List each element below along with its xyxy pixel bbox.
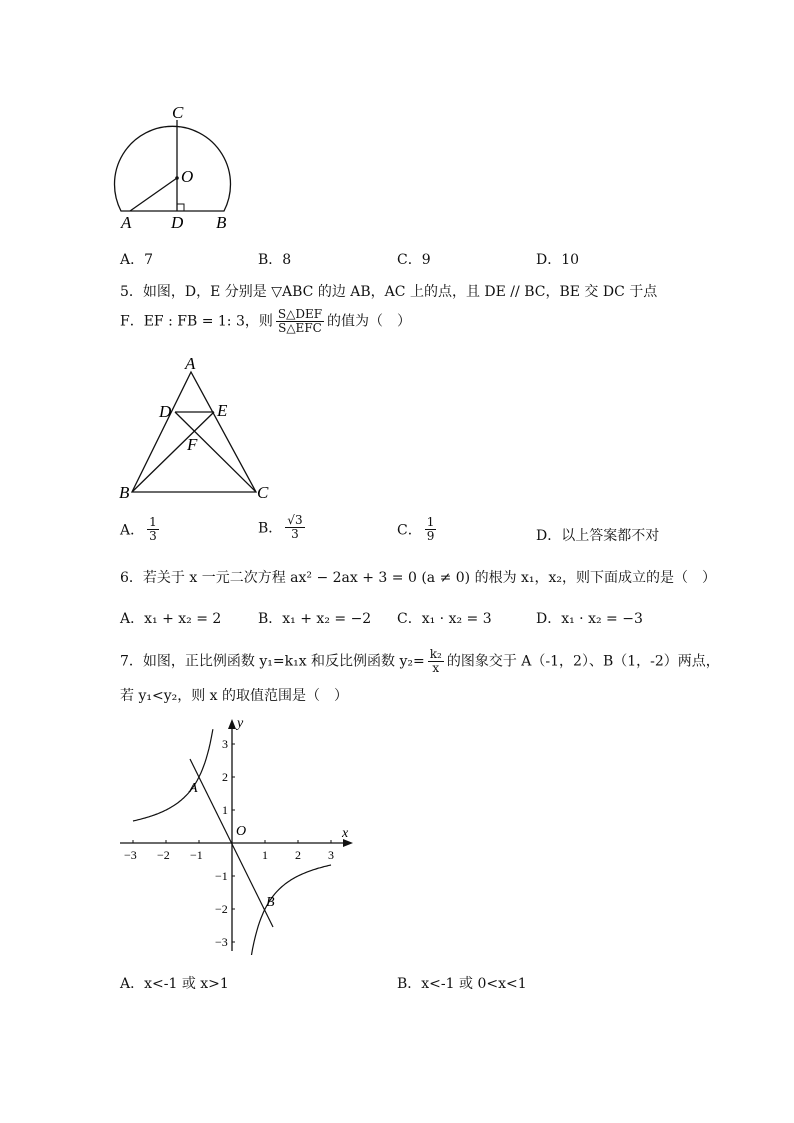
q5-option-d: D．以上答案都不对 <box>536 528 660 544</box>
q5-frac-num: S△DEF <box>277 307 323 321</box>
x-tick-label: 3 <box>328 848 334 862</box>
hyperbola-right-branch <box>249 865 332 955</box>
q5-label-f: F <box>187 435 198 454</box>
y-tick-label: −2 <box>215 902 228 916</box>
q5-option-b-num: √3 <box>287 513 303 527</box>
q6-option-a: A．x₁ + x₂ = 2 <box>120 611 222 627</box>
x-tick-label: 2 <box>295 848 301 862</box>
q4-label-b: B <box>216 213 227 232</box>
q5-stem-line2 <box>120 308 411 335</box>
y-tick-label: −3 <box>215 935 228 949</box>
q7-option-a: A．x<-1 或 x>1 <box>120 976 229 992</box>
q5-label-e: E <box>217 401 228 420</box>
q5-option-c-label: C． <box>397 522 422 539</box>
q4-figure <box>110 100 250 235</box>
q6-option-b: B．x₁ + x₂ = −2 <box>258 611 372 627</box>
x-tick-label: −2 <box>157 848 170 862</box>
x-tick-label: 1 <box>262 848 268 862</box>
y-axis-arrow <box>228 719 236 729</box>
q4-label-d: D <box>171 213 184 232</box>
q4-label-o: O <box>181 167 194 186</box>
q4-label-a: A <box>121 213 132 232</box>
q6-option-c: C．x₁ · x₂ = 3 <box>397 611 492 627</box>
q7-graph <box>115 715 365 955</box>
q5-label-a: A <box>185 354 196 373</box>
q4-option-c: C．9 <box>397 252 431 268</box>
q4-label-c: C <box>172 103 184 122</box>
q5-option-b <box>258 514 308 541</box>
q5-label-b: B <box>119 483 130 502</box>
point-a-label: A <box>189 781 198 796</box>
q5-option-a-label: A． <box>120 522 145 539</box>
q5-label-d: D <box>159 402 172 421</box>
q5-option-b-label: B． <box>258 520 283 537</box>
q4-option-a: A．7 <box>120 252 154 268</box>
hyperbola-left-branch <box>133 729 213 821</box>
q4-option-b: B．8 <box>258 252 292 268</box>
q7-stem-line2: 若 y₁<y₂，则 x 的取值范围是（ ） <box>120 688 349 704</box>
q6-option-d: D．x₁ · x₂ = −3 <box>536 611 643 627</box>
q4-option-d: D．10 <box>536 252 580 268</box>
q5-stem-text-b: 的值为（ ） <box>327 313 412 330</box>
q5-option-c <box>397 516 439 543</box>
q5-option-c-num: 1 <box>426 515 435 529</box>
origin-label: O <box>236 824 247 839</box>
q5-stem-line1: 5．如图，D，E 分别是 ▽ABC 的边 AB，AC 上的点，且 DE // BC，BE 交 DC 于点 <box>120 284 658 300</box>
q7-stem-text-a: 7．如图，正比例函数 y₁=k₁x 和反比例函数 y₂= <box>120 653 425 670</box>
q7-stem-line1 <box>120 648 720 675</box>
q7-k2-over-x <box>428 648 444 675</box>
q7-frac-den: x <box>432 661 440 675</box>
q7-stem-text-b: 的图象交于 A（-1，2）、B（1，-2）两点， <box>446 653 720 670</box>
q5-option-a-den: 3 <box>149 529 157 543</box>
y-axis-label: y <box>237 716 244 731</box>
q5-option-a-num: 1 <box>149 515 157 529</box>
x-axis-label: x <box>342 826 349 841</box>
q7-frac-num: k₂ <box>429 647 442 661</box>
y-tick-label: 3 <box>222 737 228 751</box>
y-tick-label: 2 <box>222 770 228 784</box>
y-tick-label: 1 <box>222 803 228 817</box>
q5-option-c-den: 9 <box>426 529 435 543</box>
q5-label-c: C <box>257 483 269 502</box>
q5-option-a <box>120 516 162 543</box>
q5-area-ratio <box>276 308 324 335</box>
point-b-label: B <box>266 895 275 910</box>
q6-stem: 6．若关于 x 一元二次方程 ax² − 2ax + 3 = 0 (a ≠ 0) 的根为 x₁，x₂，则下面成立的是（ ） <box>120 570 717 586</box>
q5-figure <box>115 350 275 505</box>
x-tick-label: −1 <box>190 848 203 862</box>
q5-option-b-den: 3 <box>291 527 299 541</box>
x-tick-label: −3 <box>124 848 137 862</box>
q7-option-b: B．x<-1 或 0<x<1 <box>397 976 527 992</box>
q5-stem-text-a: F．EF : FB = 1: 3，则 <box>120 313 273 330</box>
y-tick-label: −1 <box>215 869 228 883</box>
q5-frac-den: S△EFC <box>278 321 322 335</box>
